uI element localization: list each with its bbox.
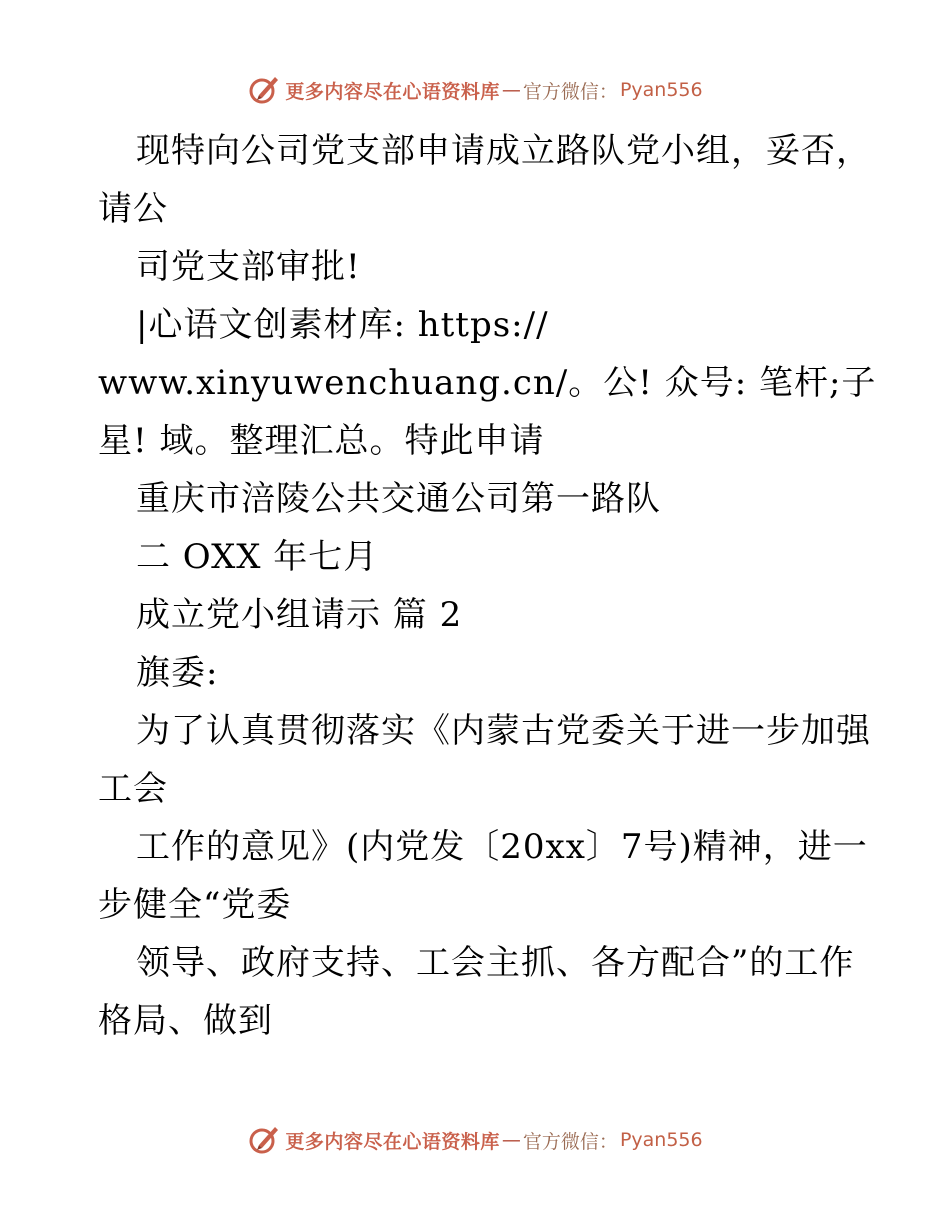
text-line: 工会 xyxy=(98,769,168,809)
watermark-separator: — xyxy=(501,79,521,101)
text-line: www.xinyuwenchuang.cn/。公! 众号: 笔杆;子 xyxy=(98,363,877,403)
text-line: 星! 域。整理汇总。特此申请 xyxy=(98,421,545,461)
text-line: |心语文创素材库: https:// xyxy=(136,305,549,345)
text-line: 二 OXX 年七月 xyxy=(136,537,379,577)
watermark-wechat-id: Pyan556 xyxy=(619,1129,703,1151)
watermark-wechat-label: 官方微信： xyxy=(522,1130,618,1153)
text-line: 司党支部审批! xyxy=(136,247,361,287)
pen-logo-icon xyxy=(247,1123,281,1157)
text-line: 格局、做到 xyxy=(98,1001,273,1041)
text-line: 成立党小组请示 篇 2 xyxy=(136,595,463,635)
watermark-text: 更多内容尽在心语资料库 xyxy=(285,80,500,103)
pen-logo-icon xyxy=(247,73,281,107)
text-line: 重庆市涪陵公共交通公司第一路队 xyxy=(136,479,661,519)
text-line: 现特向公司党支部申请成立路队党小组，妥否， xyxy=(136,131,871,171)
watermark-wechat-id: Pyan556 xyxy=(619,79,703,101)
text-line: 步健全“党委 xyxy=(98,885,292,925)
watermark-separator: — xyxy=(501,1129,521,1151)
watermark-text: 更多内容尽在心语资料库 xyxy=(285,1130,500,1153)
text-line: 领导、政府支持、工会主抓、各方配合”的工作 xyxy=(136,943,855,983)
watermark-wechat-label: 官方微信： xyxy=(522,80,618,103)
text-line: 旗委: xyxy=(136,653,219,693)
text-line: 请公 xyxy=(98,189,168,229)
text-line: 为了认真贯彻落实《内蒙古党委关于进一步加强 xyxy=(136,711,871,751)
footer-watermark xyxy=(0,1120,950,1160)
header-watermark xyxy=(0,70,950,110)
text-line: 工作的意见》(内党发〔20xx〕7号)精神，进一 xyxy=(136,827,868,867)
